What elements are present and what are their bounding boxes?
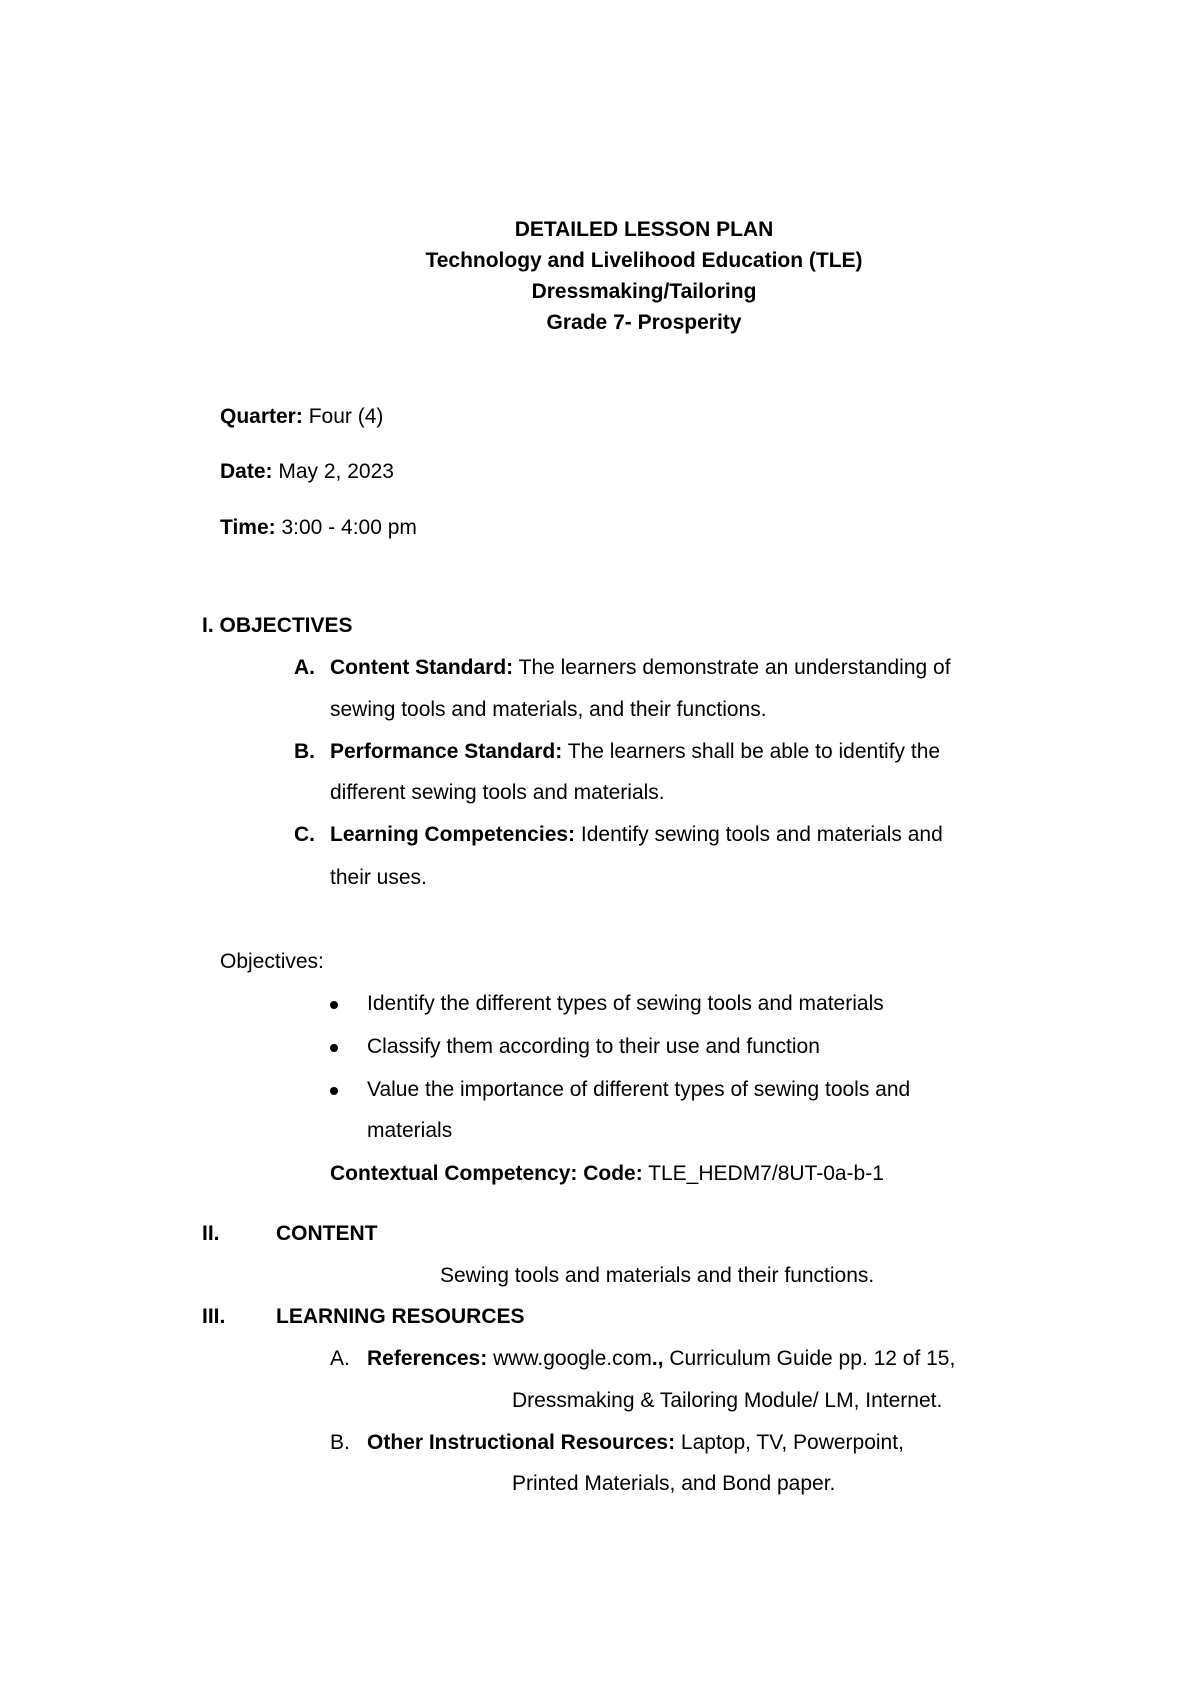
content-standard-text: The learners demonstrate an understanding of <box>513 656 951 679</box>
other-resources-text: Laptop, TV, Powerpoint, <box>675 1431 904 1454</box>
learning-competencies-line2: their uses. <box>330 866 427 889</box>
learning-competencies-line1 <box>330 823 943 847</box>
bullet-icon <box>330 1001 338 1009</box>
other-resources-line2: Printed Materials, and Bond paper. <box>512 1472 836 1495</box>
quarter-value: Four (4) <box>302 405 384 428</box>
content-heading: CONTENT <box>276 1222 378 1245</box>
date-label: Date: <box>220 460 273 483</box>
bullet-icon <box>330 1044 338 1052</box>
subject-title: Technology and Livelihood Education (TLE) <box>425 249 863 272</box>
other-resources-line1 <box>367 1431 904 1455</box>
other-resources-label: Other Instructional Resources: <box>367 1431 676 1454</box>
resources-heading: LEARNING RESOURCES <box>276 1305 525 1328</box>
grade-section-title: Grade 7- Prosperity <box>546 311 742 334</box>
references-line2: Dressmaking & Tailoring Module/ LM, Internet. <box>512 1389 943 1412</box>
performance-standard-text: The learners shall be able to identify the <box>562 740 941 763</box>
bullet-icon <box>330 1087 338 1095</box>
performance-standard-label: Performance Standard: <box>330 740 563 763</box>
contextual-competency-label: Contextual Competency: Code: <box>330 1162 643 1185</box>
other-resources-marker: B. <box>330 1431 350 1454</box>
objective-bullet-3-continued: materials <box>367 1119 453 1142</box>
resources-numeral: III. <box>202 1305 226 1328</box>
content-standard-label: Content Standard: <box>330 656 514 679</box>
date-value: May 2, 2023 <box>272 460 394 483</box>
quarter-label: Quarter: <box>220 405 303 428</box>
content-standard-marker: A. <box>294 656 315 679</box>
objective-bullet-3: Value the importance of different types of sewing tools and <box>367 1078 911 1101</box>
content-standard-line2: sewing tools and materials, and their functions. <box>330 698 767 721</box>
date-line <box>220 460 394 484</box>
objective-bullet-2: Classify them according to their use and function <box>367 1035 820 1058</box>
learning-competencies-text: Identify sewing tools and materials and <box>575 823 943 846</box>
references-line1 <box>367 1347 955 1371</box>
objectives-label: Objectives: <box>220 950 324 973</box>
references-text: Curriculum Guide pp. 12 of 15, <box>663 1347 956 1370</box>
objectives-heading: I. OBJECTIVES <box>202 614 353 637</box>
learning-competencies-marker: C. <box>294 823 315 846</box>
content-standard-line1 <box>330 656 951 680</box>
document-title: DETAILED LESSON PLAN <box>514 218 774 241</box>
contextual-competency-code: TLE_HEDM7/8UT-0a-b-1 <box>642 1162 884 1185</box>
performance-standard-line2: different sewing tools and materials. <box>330 781 665 804</box>
performance-standard-marker: B. <box>294 740 315 763</box>
references-punctuation: ., <box>651 1347 664 1370</box>
references-label: References: <box>367 1347 488 1370</box>
time-value: 3:00 - 4:00 pm <box>275 516 417 539</box>
references-marker: A. <box>330 1347 350 1370</box>
contextual-competency <box>330 1162 884 1186</box>
references-link-text: www.google.com <box>487 1347 652 1370</box>
time-label: Time: <box>220 516 276 539</box>
learning-competencies-label: Learning Competencies: <box>330 823 576 846</box>
content-text: Sewing tools and materials and their functions. <box>440 1264 875 1287</box>
specialization-title: Dressmaking/Tailoring <box>531 280 757 303</box>
content-numeral: II. <box>202 1222 220 1245</box>
performance-standard-line1 <box>330 740 940 764</box>
time-line <box>220 516 417 540</box>
objective-bullet-1: Identify the different types of sewing tools and materials <box>367 992 884 1015</box>
quarter-line <box>220 405 383 429</box>
